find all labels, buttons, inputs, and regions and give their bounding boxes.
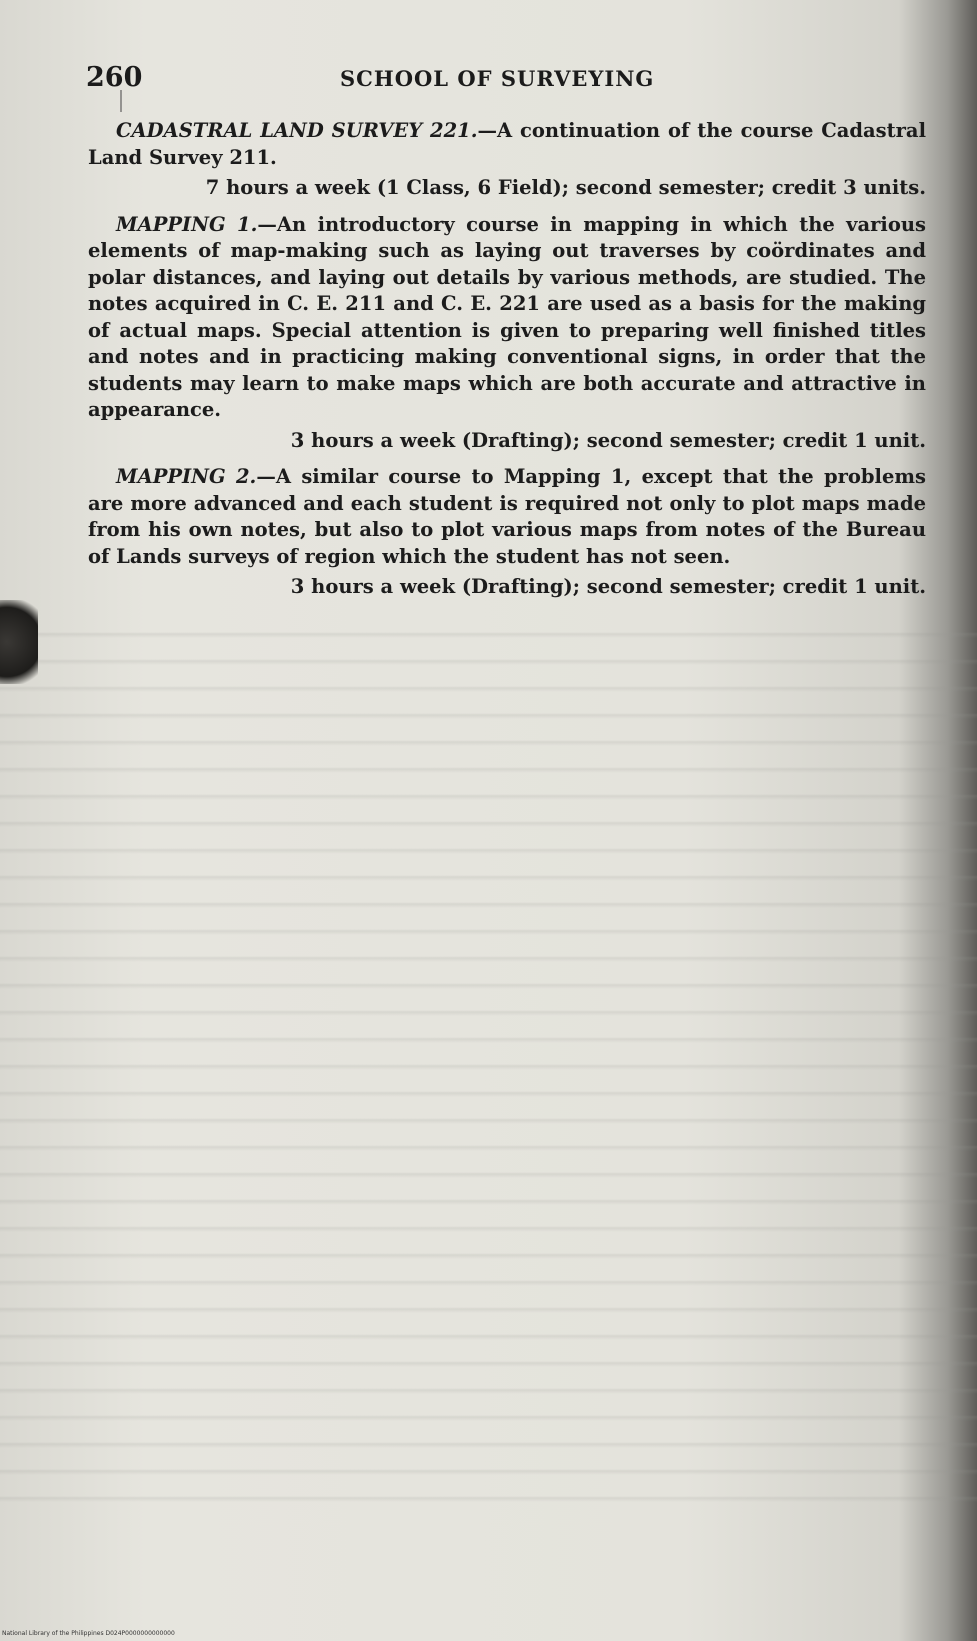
course-description: —A continuation of the course Cadastral Land Survey 211. [88,119,926,169]
thumb-shadow [0,600,38,684]
course-list [88,118,926,611]
course-description: —A similar course to Mapping 1, except that the problems are more advanced and each student is required not only to plot maps made from his own notes, but also to plot various maps from notes of the Bureau of Lands surveys of region which the student has not seen. [88,465,926,568]
course-meta: 3 hours a week (Drafting); second semester; credit 1 unit. [290,428,926,452]
bleed-through-text [0,620,977,1520]
scan-credit: National Library of the Philippines D024P0000000000000 [2,1630,175,1637]
running-head: SCHOOL OF SURVEYING [340,66,655,91]
course-entry [88,464,926,570]
course-meta: 3 hours a week (Drafting); second semester; credit 1 unit. [290,575,926,598]
course-title: CADASTRAL LAND SURVEY 221. [116,119,478,142]
course-entry [88,212,926,424]
course-description: —An introductory course in mapping in which the various elements of map-making such as laying out traverses by coördinates and polar distances, and laying out details by various methods, are studied. The notes acquired in C. E. 211 and C. E. 221 are used as a basis for the making of actual maps. Special attention is given to preparing well finished titles and notes and in practicing making conventional signs, in order that the students may learn to make maps which are both accurate and attractive in appearance. [88,212,926,421]
page-header [86,62,926,102]
course-title: MAPPING 2. [116,465,257,488]
course-entry [88,118,926,171]
course-title: MAPPING 1. [116,212,258,236]
page-number: 260 [86,62,143,93]
course-meta: 7 hours a week (1 Class, 6 Field); second semester; credit 3 units. [205,176,926,199]
